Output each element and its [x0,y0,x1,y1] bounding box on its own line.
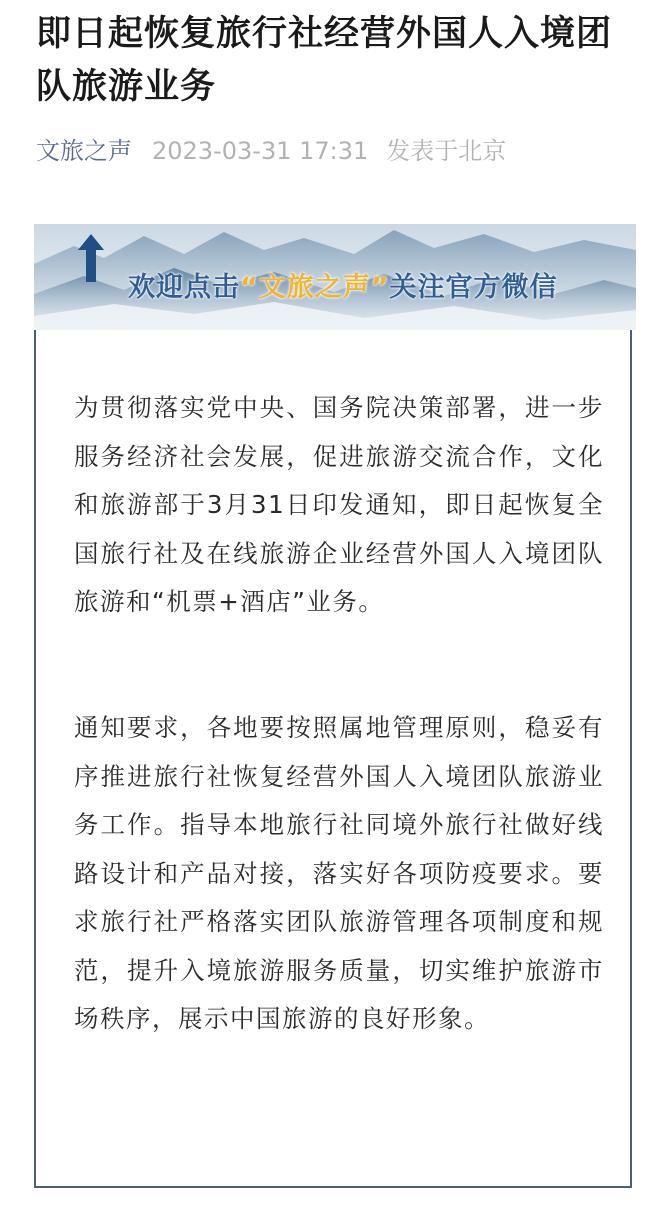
body-paragraph: 为贯彻落实党中央、国务院决策部署，进一步服务经济社会发展，促进旅游交流合作，文化和旅游部于3月31日印发通知，即日起恢复全国旅行社及在线旅游企业经营外国人入境团队旅游和“机票+酒店”业务。 [74,393,604,616]
banner-prefix: 欢迎点击 [128,272,240,303]
follow-banner[interactable] [34,224,636,330]
article-meta [36,133,506,169]
publish-datetime: 2023-03-31 17:31 [152,137,369,165]
account-name-link[interactable]: 文旅之声 [36,137,132,165]
body-paragraph: 通知要求，各地要按照属地管理原则，稳妥有序推进旅行社恢复经营外国人入境团队旅游业务工作。指导本地旅行社同境外旅行社做好线路设计和产品对接，落实好各项防疫要求。要求旅行社严格落实团队旅游管理各项制度和规范，提升入境旅游服务质量，切实维护旅游市场秩序，展示中国旅游的良好形象。 [74,713,604,1033]
banner-brand: “文旅之声” [240,272,390,303]
up-arrow-icon [78,234,104,282]
publish-location: 发表于北京 [386,137,507,165]
banner-suffix: 关注官方微信 [389,272,558,303]
article-content-box [34,330,632,1188]
follow-banner-text [128,268,558,308]
article-title: 即日起恢复旅行社经营外国人入境团队旅游业务 [36,14,613,107]
